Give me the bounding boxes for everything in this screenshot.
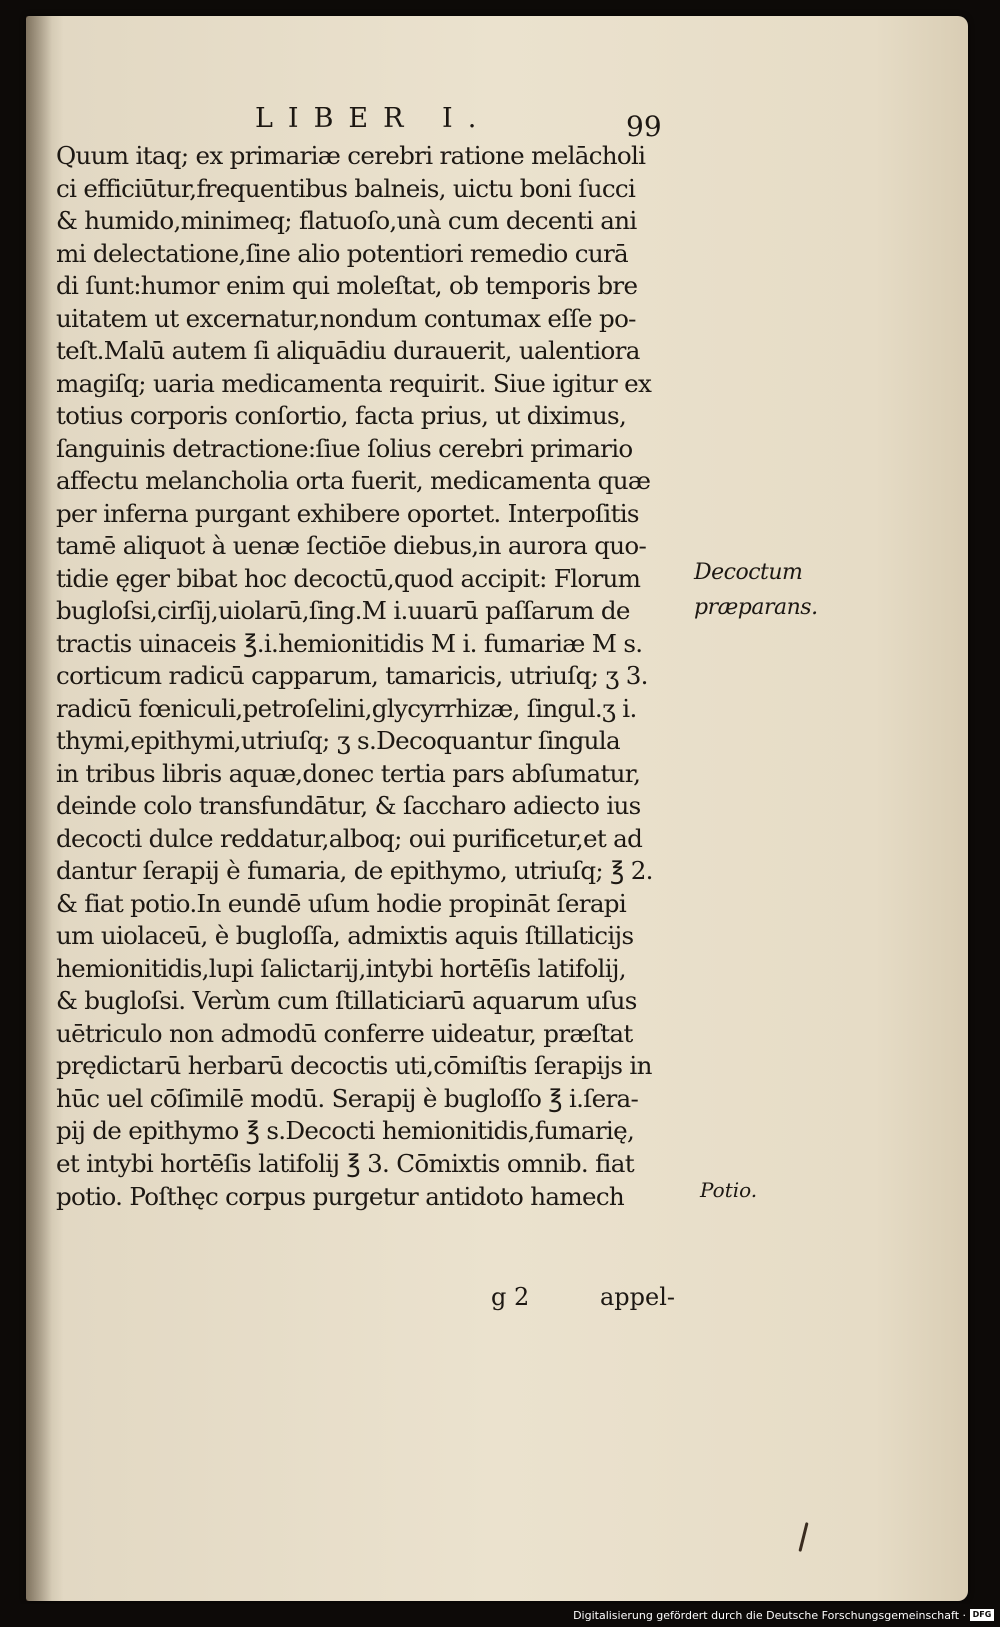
text-line: decocti dulce reddatur,alboq; oui purificetur,et ad	[56, 823, 643, 853]
margin-note-praeparans: præparans.	[694, 595, 818, 620]
text-line: pij de epithymo ℥ s.Decocti hemionitidis,fumarię,	[56, 1116, 635, 1146]
margin-note-potio: Potio.	[700, 1178, 758, 1202]
text-line: uitatem ut excernatur,nondum contumax eſſe po-	[56, 303, 636, 333]
text-line: teſt.Malū autem ſi aliquādiu durauerit, ualentiora	[56, 336, 640, 366]
text-line: affectu melancholia orta fuerit, medicamenta quæ	[56, 466, 651, 496]
text-line: per inferna purgant exhibere oportet. Interpoſitis	[56, 498, 639, 528]
text-line: um uiolaceū, è bugloſſa, admixtis aquis ſtillaticijs	[56, 921, 634, 951]
text-line: dantur ſerapij è fumaria, de epithymo, utriuſq; ℥ 2.	[56, 856, 653, 886]
text-line: thymi,epithymi,utriuſq; ʒ s.Decoquantur ſingula	[56, 726, 620, 756]
text-line: deinde colo transfundātur, & ſaccharo adiecto ius	[56, 791, 641, 821]
running-title: LIBER I.	[255, 103, 492, 134]
page-gutter-shadow	[26, 16, 52, 1601]
text-line: & fiat potio.In eundē uſum hodie propināt ſerapi	[56, 888, 627, 918]
dfg-logo: DFG	[970, 1609, 994, 1621]
text-line: tractis uinaceis ℥.i.hemionitidis M i. fumariæ M s.	[56, 628, 643, 658]
page-number: 99	[626, 110, 662, 143]
text-line: & bugloſsi. Verùm cum ſtillaticiarū aquarum uſus	[56, 986, 637, 1016]
text-line: bugloſsi,cirſij,uiolarū,ſing.M i.uuarū paſſarum de	[56, 596, 630, 626]
footer-bar	[0, 1604, 1000, 1627]
signature-mark: g 2	[491, 1283, 530, 1311]
text-line: tidie ęger bibat hoc decoctū,quod accipit: Florum	[56, 563, 641, 593]
margin-note-decoctum: Decoctum	[694, 560, 803, 585]
text-line: prędictarū herbarū decoctis uti,cōmiſtis ſerapijs in	[56, 1051, 652, 1081]
text-line: Quum itaq; ex primariæ cerebri ratione melācholi	[56, 141, 646, 170]
catchword: appel-	[600, 1283, 676, 1311]
text-line: uētriculo non admodū conferre uideatur, præſtat	[56, 1018, 633, 1048]
text-line: ſanguinis detractione:ſiue ſolius cerebri primario	[56, 433, 633, 463]
text-line: di ſunt:humor enim qui moleſtat, ob temporis bre	[56, 271, 638, 301]
text-line: hūc uel cōſimilē modū. Serapij è bugloſſo ℥ i.ſera-	[56, 1083, 639, 1113]
text-line: corticum radicū capparum, tamaricis, utriuſq; ʒ 3.	[56, 661, 648, 691]
text-line: hemionitidis,lupi ſalictarij,intybi hortēſis latifolij,	[56, 953, 626, 983]
text-line: et intybi hortēſis latifolij ℥ 3. Cōmixtis omnib. fiat	[56, 1148, 634, 1178]
text-line: tamē aliquot à uenæ ſectiōe diebus,in aurora quo-	[56, 531, 647, 561]
text-line: ci efficiūtur,frequentibus balneis, uictu boni ſucci	[56, 173, 636, 203]
text-line: totius corporis conſortio, facta prius, ut diximus,	[56, 401, 627, 431]
text-line: magiſq; uaria medicamenta requirit. Siue igitur ex	[56, 368, 652, 398]
text-line: & humido,minimeq; flatuoſo,unà cum decenti ani	[56, 206, 637, 236]
text-line: in tribus libris aquæ,donec tertia pars abſumatur,	[56, 758, 641, 788]
text-line: mi delectatione,ſine alio potentiori remedio curā	[56, 238, 628, 268]
footer-credit: Digitalisierung gefördert durch die Deutsche Forschungsgemeinschaft ·	[573, 1609, 966, 1622]
text-line: potio. Poſthęc corpus purgetur antidoto hamech	[56, 1181, 625, 1211]
text-line: radicū fœniculi,petroſelini,glycyrrhizæ, ſingul.ʒ i.	[56, 693, 637, 723]
body-text	[56, 140, 676, 1280]
